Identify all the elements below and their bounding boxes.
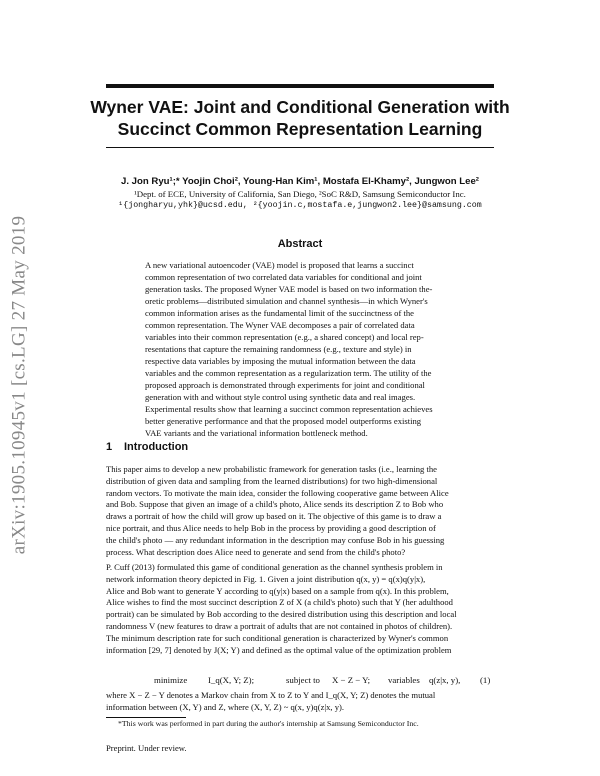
eq-variables-label: variables <box>388 675 420 685</box>
abstract-line: generation tasks. The proposed Wyner VAE model is based on two information the- <box>145 284 433 294</box>
abstract-line: generation with and without style control using synthetic data and real images. <box>145 392 416 402</box>
section-number: 1 <box>106 441 113 453</box>
title-line-2: Succinct Common Representation Learning <box>117 119 483 139</box>
abstract-line: Experimental results show that learning a succinct common representation achieves <box>145 404 433 414</box>
footnote: *This work was performed in part during the author's internship at Samsung Semiconductor Inc. <box>118 719 419 728</box>
arxiv-stamp: arXiv:1905.10945v1 [cs.LG] 27 May 2019 <box>8 215 30 555</box>
eq-variables: q(z|x, y), <box>429 675 461 685</box>
eq-constraint: X − Z − Y; <box>332 675 371 685</box>
eq-objective: I_q(X, Y; Z); <box>208 675 255 685</box>
abstract-line: VAE variants and the variational information bottleneck method. <box>145 428 368 438</box>
title-line-1: Wyner VAE: Joint and Conditional Generation with <box>90 97 510 117</box>
intro-paragraph-3 <box>106 690 494 714</box>
abstract-line: common representation. The Wyner VAE decomposes a pair of correlated data <box>145 320 415 330</box>
body-line: portrait) can be simulated by Bob according to the desired distribution using this description and local <box>106 609 457 620</box>
body-line: Alice wishes to find the most succinct description Z of X (a child's photo) such that Y (her adulthood <box>106 597 453 608</box>
abstract-line: variables into their common representation (e.g., a shared concept) and local rep- <box>145 332 424 342</box>
title-top-rule <box>106 84 494 88</box>
eq-subject-to-label: subject to <box>286 675 320 685</box>
section-heading-introduction <box>106 441 188 453</box>
intro-paragraph-2 <box>106 562 494 656</box>
email-line: ¹{jongharyu,yhk}@ucsd.edu, ²{yoojin.c,mostafa.e,jungwon2.lee}@samsung.com <box>118 201 482 210</box>
title-bottom-rule <box>106 147 494 148</box>
body-line: and Bob. Suppose that given an image of a child's photo, Alice sends its description Z to Bob who <box>106 499 444 510</box>
body-line: distribution of given data and sampling from the learned distributions) for two high-dimensional <box>106 475 438 486</box>
body-line: draws a portrait of how the child will grow up based on it. The objective of this game is to draw a <box>106 511 442 522</box>
eq-minimize-label: minimize <box>154 675 188 685</box>
abstract-line: common information arises as the fundamental limit of the succinctness of the <box>145 308 414 318</box>
abstract-line: oretic problems—distributed simulation and channel synthesis—in which Wyner's <box>145 296 428 306</box>
body-line: This paper aims to develop a new probabilistic framework for generation tasks (i.e., learning the <box>106 464 437 474</box>
abstract-line: proposed approach is demonstrated through experiments for joint and conditional <box>145 380 425 390</box>
body-line: P. Cuff (2013) formulated this game of conditional generation as the channel synthesis problem in <box>106 562 443 572</box>
abstract-line: respective data variables by imposing the mutual information between the data <box>145 356 416 366</box>
abstract-line: resentations that capture the remaining randomness (e.g., texture and style) in <box>145 344 412 354</box>
section-title: Introduction <box>124 441 189 453</box>
abstract-line: A new variational autoencoder (VAE) model is proposed that learns a succinct <box>145 260 414 270</box>
preprint-notice: Preprint. Under review. <box>106 743 187 753</box>
abstract-line: common representation of two correlated data variables for conditional and joint <box>145 272 422 282</box>
body-line: nice portrait, and thus Alice needs to help Bob in the process by providing a good description of <box>106 522 436 533</box>
abstract-body <box>145 259 455 439</box>
body-line: network information theory depicted in Fig. 1. Given a joint distribution q(x, y) = q(x)q(y|x), <box>106 573 426 584</box>
affiliation: ¹Dept. of ECE, University of California, San Diego, ²SoC R&D, Samsung Semiconductor Inc. <box>134 189 466 199</box>
body-line: the child's photo — any redundant information in the description may confuse Bob in his guessing <box>106 534 445 545</box>
paper-title <box>80 96 520 140</box>
equation-1 <box>106 675 494 689</box>
intro-paragraph-1 <box>106 464 494 558</box>
body-line: information [29, 7] denoted by J(X; Y) and defined as the optimal value of the optimization problem <box>106 644 452 655</box>
eq-number: (1) <box>480 675 491 685</box>
author-list: J. Jon Ryu¹;* Yoojin Choi², Young-Han Kim¹, Mostafa El-Khamy², Jungwon Lee² <box>121 176 479 187</box>
body-line: random vectors. To motivate the main idea, consider the following cooperative game between Alice <box>106 487 449 498</box>
abstract-heading: Abstract <box>277 238 323 250</box>
footnote-rule <box>106 717 186 718</box>
abstract-line: variables and the common representation as a regularization term. The utility of the <box>145 368 432 378</box>
body-line: The minimum description rate for such conditional generation is characterized by Wyner's common <box>106 632 449 643</box>
body-line: Alice and Bob want to generate Y according to q(y|x) based on a sample from q(x). In this problem, <box>106 585 449 596</box>
body-line: where X − Z − Y denotes a Markov chain from X to Z to Y and I_q(X, Y; Z) denotes the mutual <box>106 690 436 700</box>
body-line: process. What description does Alice need to generate and send from the child's photo? <box>106 546 406 557</box>
body-line: randomness V (new features to draw a portrait of adults that are not contained in photos of children). <box>106 620 453 631</box>
body-line: information between (X, Y) and Z, where (X, Y, Z) ~ q(x, y)q(z|x, y). <box>106 701 345 712</box>
abstract-line: better generative performance and that the proposed model outperforms existing <box>145 416 422 426</box>
